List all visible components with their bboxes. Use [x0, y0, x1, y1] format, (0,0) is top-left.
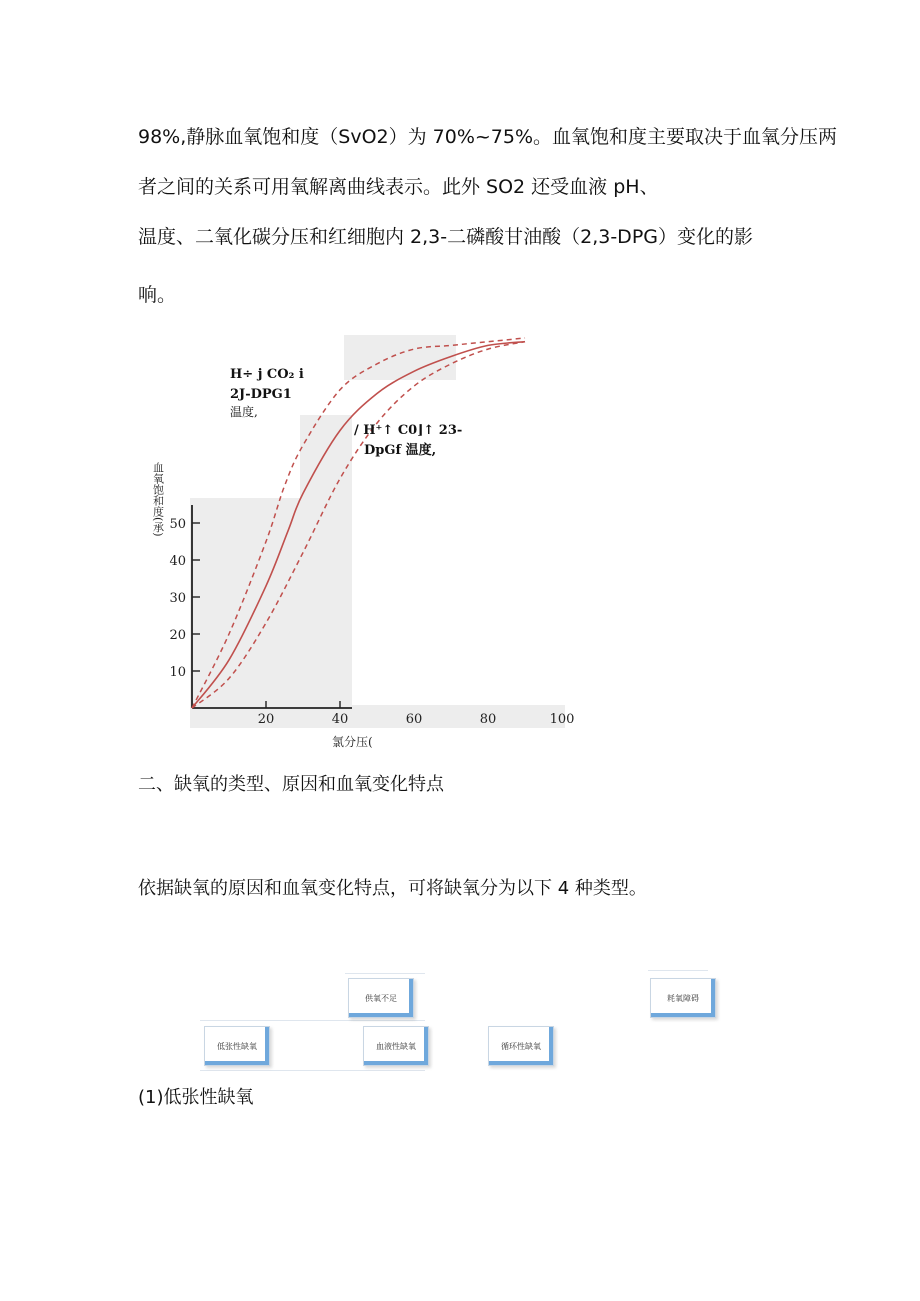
box-circulatory-hypoxia: 循环性缺氧	[488, 1026, 554, 1066]
y-tick-label: 30	[169, 591, 186, 606]
box-supply-shortage: 供氧不足	[348, 978, 414, 1018]
box-hemic-hypoxia: 血液性缺氧	[363, 1026, 429, 1066]
chart-bg-left	[190, 498, 352, 728]
box-utilization-disorder: 耗氧障碍	[650, 978, 716, 1018]
section-intro: 依据缺氧的原因和血氧变化特点，可将缺氧分为以下 4 种类型。	[138, 878, 647, 899]
x-tick-label: 60	[405, 712, 423, 727]
paragraph-line-3: 温度、二氧化碳分压和红细胞内 2,3-二磷酸甘油酸（2,3-DPG）变化的影	[138, 226, 753, 248]
x-tick-label: 20	[257, 712, 275, 727]
paragraph-line-4: 响。	[138, 284, 177, 306]
diagram-line-bottom	[200, 1070, 425, 1071]
diagram-line-right	[648, 970, 708, 971]
section-heading: 二、缺氧的类型、原因和血氧变化特点	[138, 774, 444, 795]
annotation-left-1: H÷ j CO₂ i	[230, 367, 304, 382]
y-tick-label: 20	[169, 628, 186, 643]
box-hypotonic-hypoxia: 低张性缺氧	[204, 1026, 270, 1066]
diagram-line-mid	[200, 1020, 425, 1021]
annotation-left-3: 温度,	[230, 405, 258, 419]
x-tick-label: 100	[549, 712, 575, 727]
x-tick-label: 40	[331, 712, 349, 727]
y-tick-label: 50	[169, 517, 186, 532]
annotation-left-2: 2J-DPG1	[230, 387, 292, 402]
annotation-right-1: / H⁺↑ C0⌋↑ 23-	[354, 423, 463, 438]
paragraph-line-2: 者之间的关系可用氧解离曲线表示。此外 SO2 还受血液 pH、	[138, 176, 659, 198]
diagram-line-top	[345, 973, 425, 974]
x-tick-label: 80	[479, 712, 497, 727]
annotation-right-2: DpGf 温度,	[364, 443, 437, 458]
x-axis-label: 氯分压(	[332, 735, 373, 749]
subheading: (1)低张性缺氧	[138, 1087, 254, 1108]
paragraph-line-1: 98%,静脉血氧饱和度（SvO2）为 70%~75%。血氧饱和度主要取决于血氧分压两	[138, 126, 838, 148]
y-axis-label: 血氧饱和度(承)	[151, 462, 165, 537]
y-tick-label: 40	[169, 554, 186, 569]
y-tick-label: 10	[169, 665, 186, 680]
chart-bg-mid	[300, 415, 352, 505]
